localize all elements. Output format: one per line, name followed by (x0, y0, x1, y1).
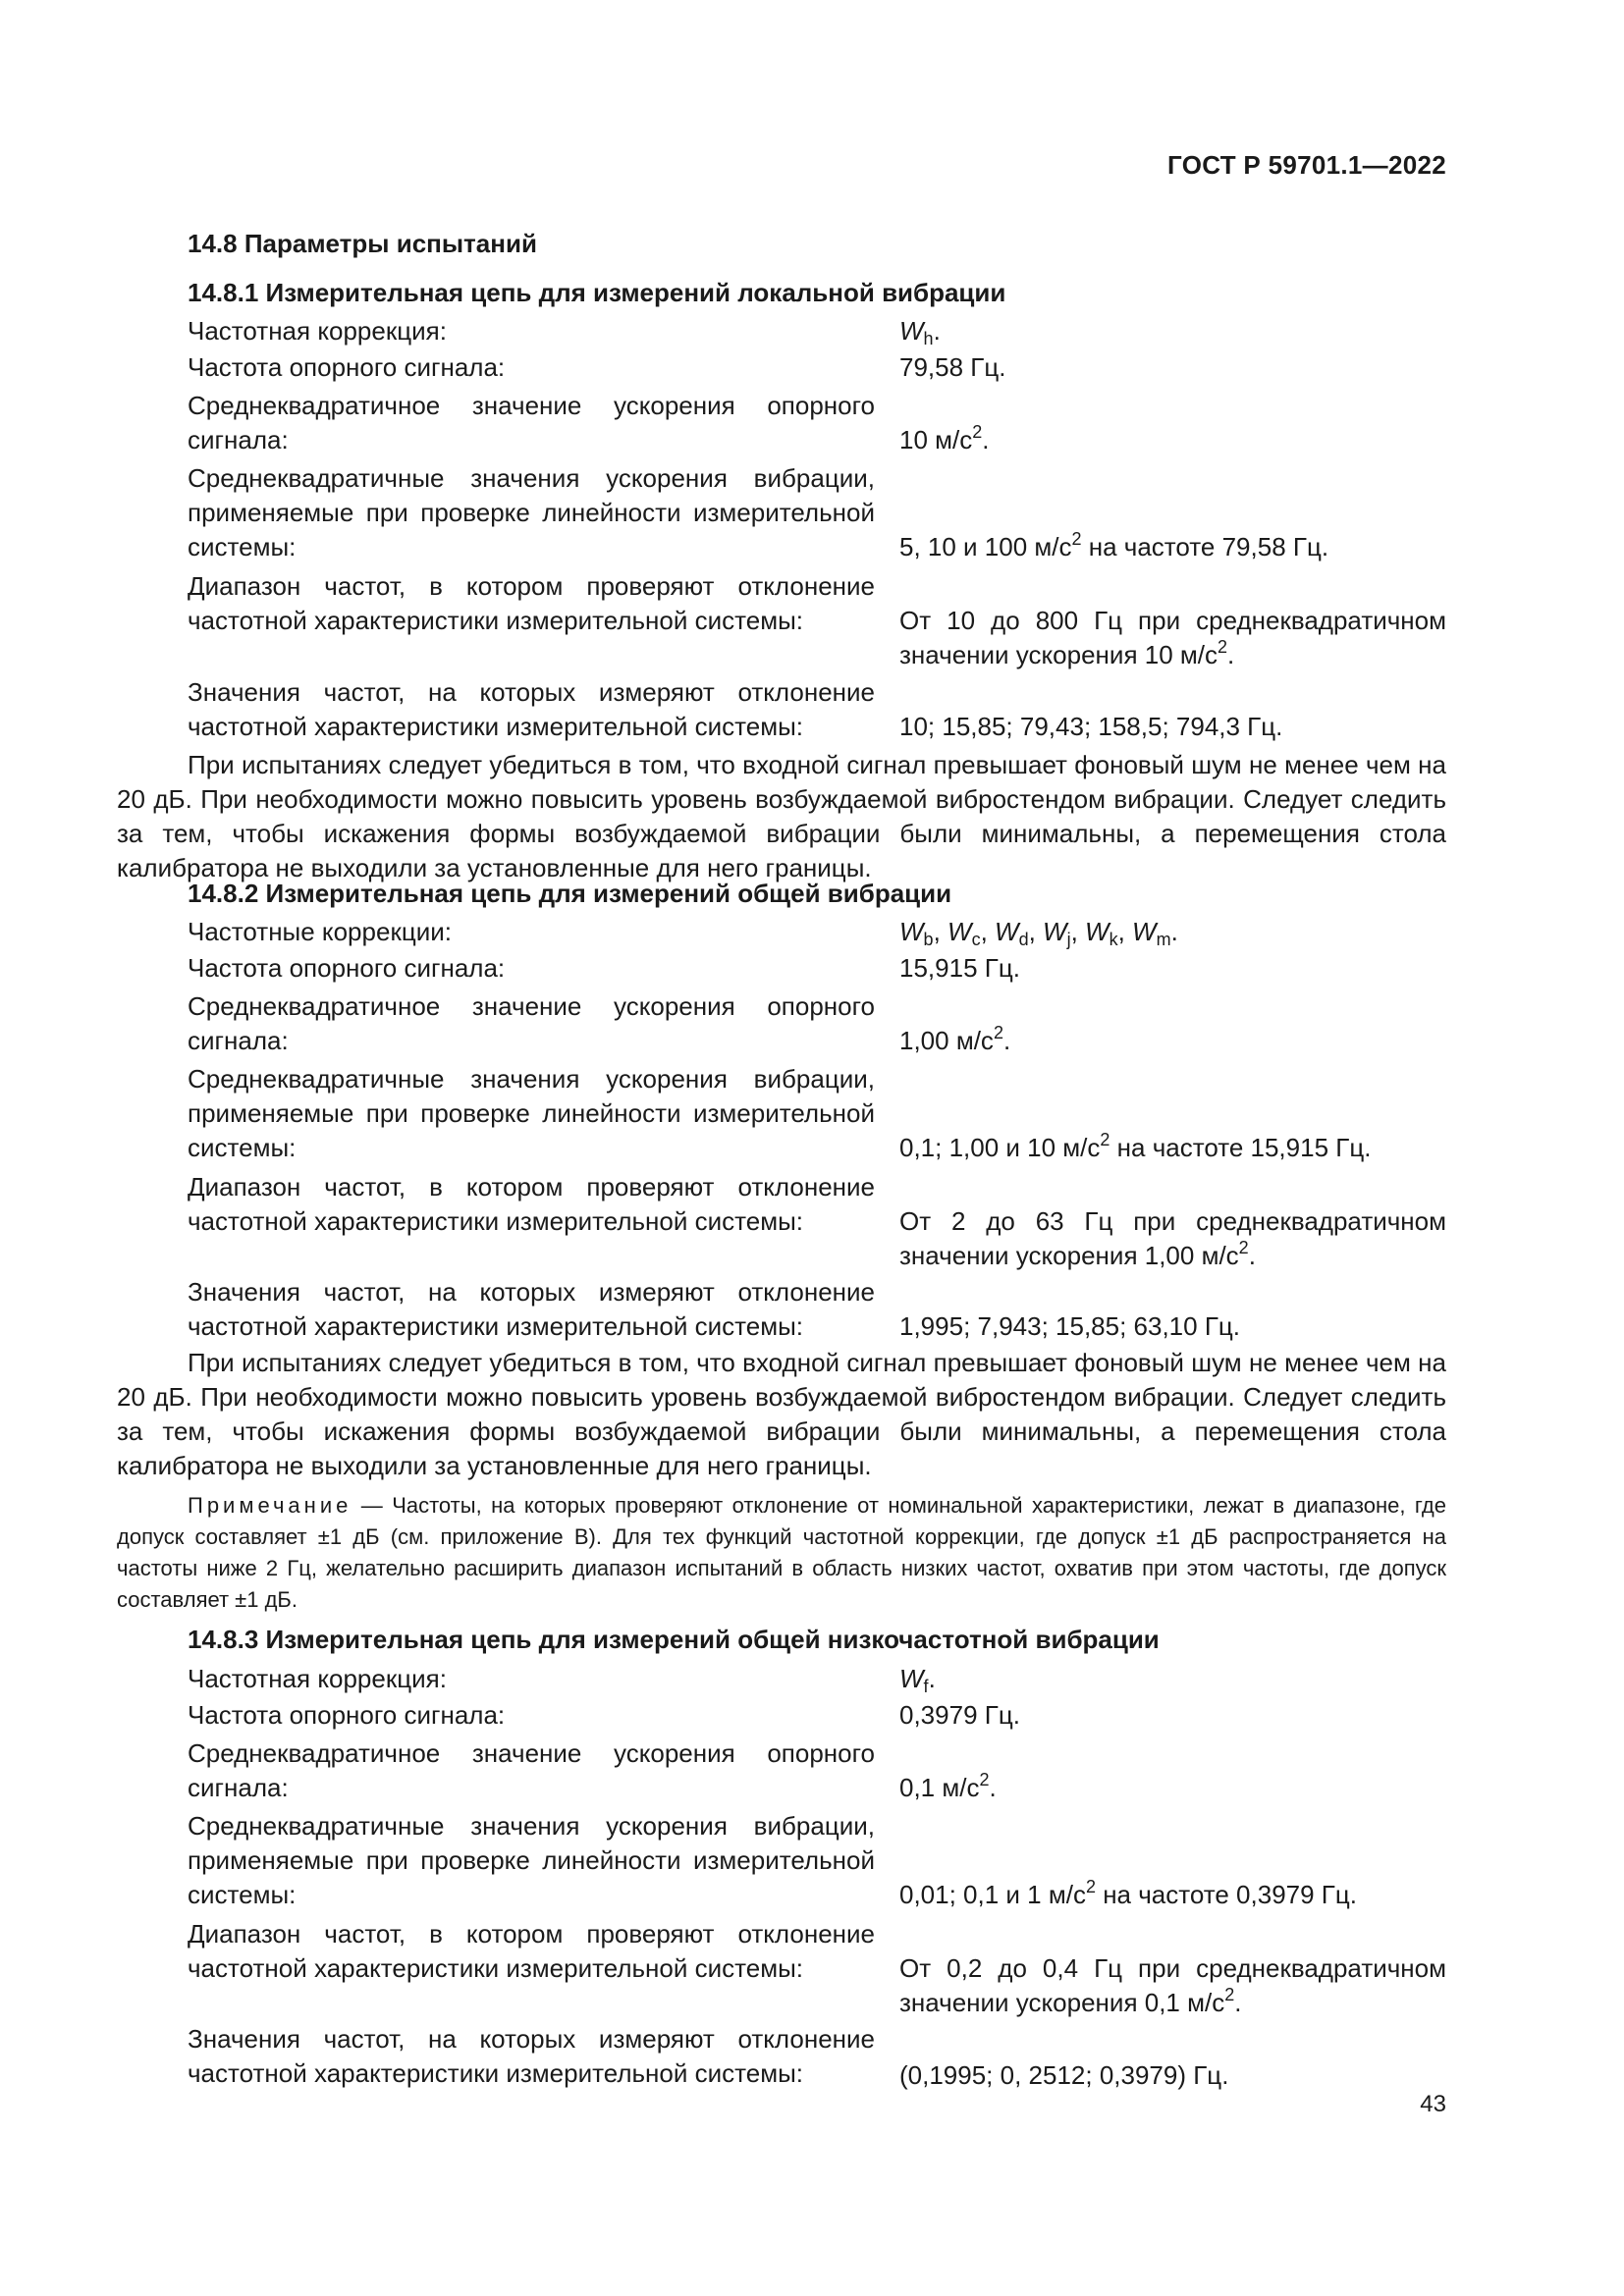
page-number: 43 (1420, 2091, 1446, 2117)
param-value: 1,00 $м/с^2$. (899, 1023, 1011, 1055)
param-label: Значения частот, на которых измеряют отклонение частотной характеристики измерительной системы: (188, 677, 875, 741)
param-label: Частота опорного сигнала: (188, 953, 506, 983)
note-paragraph (117, 1490, 1446, 1616)
param-label: Частотные коррекции: (188, 917, 452, 946)
param-label: Частотная коррекция: (188, 1664, 447, 1693)
param-label: Среднеквадратичное значение ускорения опорного сигнала: (188, 991, 875, 1055)
param-label: Диапазон частот, в котором проверяют отклонение частотной характеристики измерительной системы: (188, 571, 875, 635)
param-value: От 0,2 до 0,4 Гц при среднеквадратичном значении ускорения 0,1 $м/с^2$. (899, 1953, 1446, 2017)
param-value: $W_f$. (899, 1664, 936, 1696)
param-label: Диапазон частот, в котором проверяют отклонение частотной характеристики измерительной системы: (188, 1919, 875, 1983)
param-value: 1,995; 7,943; 15,85; 63,10 Гц. (899, 1311, 1241, 1341)
param-value: 0,1; 1,00 и 10 $м/с^2$ на частоте 15,915 Гц. (899, 1130, 1372, 1162)
param-value: 79,58 Гц. (899, 352, 1006, 382)
param-label: Частотная коррекция: (188, 316, 447, 346)
param-value: 0,01; 0,1 и 1 $м/с^2$ на частоте 0,3979 Гц. (899, 1877, 1357, 1909)
param-value: (0,1995; 0, 2512; 0,3979) Гц. (899, 2060, 1229, 2090)
subsection-title-2: 14.8.2 Измерительная цепь для измерений общей вибрации (188, 879, 952, 908)
standard-id: ГОСТ Р 59701.1—2022 (1167, 150, 1446, 180)
param-label: Частота опорного сигнала: (188, 352, 506, 382)
param-value: $W_b$, $W_c$, $W_d$, $W_j$, $W_k$, $W_m$. (899, 917, 1178, 949)
param-value: $W_h$. (899, 316, 941, 348)
param-value: 10 $м/с^2$. (899, 422, 990, 454)
param-value: 0,3979 Гц. (899, 1700, 1020, 1730)
subsection-title-3: 14.8.3 Измерительная цепь для измерений общей низкочастотной вибрации (188, 1625, 1160, 1654)
param-value: 0,1 $м/с^2$. (899, 1770, 997, 1802)
param-value: 15,915 Гц. (899, 953, 1020, 983)
section-title: 14.8 Параметры испытаний (188, 229, 537, 258)
param-label: Значения частот, на которых измеряют отклонение частотной характеристики измерительной системы: (188, 1277, 875, 1341)
param-label: Диапазон частот, в котором проверяют отклонение частотной характеристики измерительной системы: (188, 1172, 875, 1236)
param-label: Среднеквадратичное значение ускорения опорного сигнала: (188, 391, 875, 454)
param-value: 5, 10 и 100 $м/с^2$ на частоте 79,58 Гц. (899, 529, 1329, 561)
param-label: Среднеквадратичные значения ускорения вибрации, применяемые при проверке линейности измерительной системы: (188, 1811, 875, 1909)
body-paragraph: При испытаниях следует убедиться в том, что входной сигнал превышает фоновый шум не менее чем на 20 дБ. При необходимости можно повысить уровень возбуждаемой вибростендом вибрации. Следует следить за тем, чтобы искажения формы возбуждаемой вибрации были минимальны, а перемещения стола калибратора не выходили за установленные для него границы. (117, 1348, 1446, 1480)
param-value: От 2 до 63 Гц при среднеквадратичном значении ускорения 1,00 $м/с^2$. (899, 1206, 1446, 1270)
param-value: От 10 до 800 Гц при среднеквадратичном значении ускорения 10 $м/с^2$. (899, 606, 1446, 669)
note-label: Примечание (188, 1493, 352, 1518)
param-label: Частота опорного сигнала: (188, 1700, 506, 1730)
subsection-title-1: 14.8.1 Измерительная цепь для измерений локальной вибрации (188, 278, 1006, 307)
note-text: — Частоты, на которых проверяют отклонение от номинальной характеристики, лежат в диапазоне, где допуск составляет ±1 дБ (см. приложение В). Для тех функций частотной коррекции, где допуск ±1 дБ распространяется на частоты ниже 2 Гц, желательно расширить диапазон испытаний в область низких частот, охватив при этом частоты, где допуск составляет ±1 дБ. (117, 1493, 1446, 1612)
param-label: Среднеквадратичное значение ускорения опорного сигнала: (188, 1738, 875, 1802)
param-value: 10; 15,85; 79,43; 158,5; 794,3 Гц. (899, 712, 1283, 741)
param-label: Среднеквадратичные значения ускорения вибрации, применяемые при проверке линейности измерительной системы: (188, 1064, 875, 1162)
param-label: Значения частот, на которых измеряют отклонение частотной характеристики измерительной системы: (188, 2024, 875, 2088)
param-label: Среднеквадратичные значения ускорения вибрации, применяемые при проверке линейности измерительной системы: (188, 463, 875, 561)
body-paragraph: При испытаниях следует убедиться в том, что входной сигнал превышает фоновый шум не менее чем на 20 дБ. При необходимости можно повысить уровень возбуждаемой вибростендом вибрации. Следует следить за тем, чтобы искажения формы возбуждаемой вибрации были минимальны, а перемещения стола калибратора не выходили за установленные для него границы. (117, 750, 1446, 882)
